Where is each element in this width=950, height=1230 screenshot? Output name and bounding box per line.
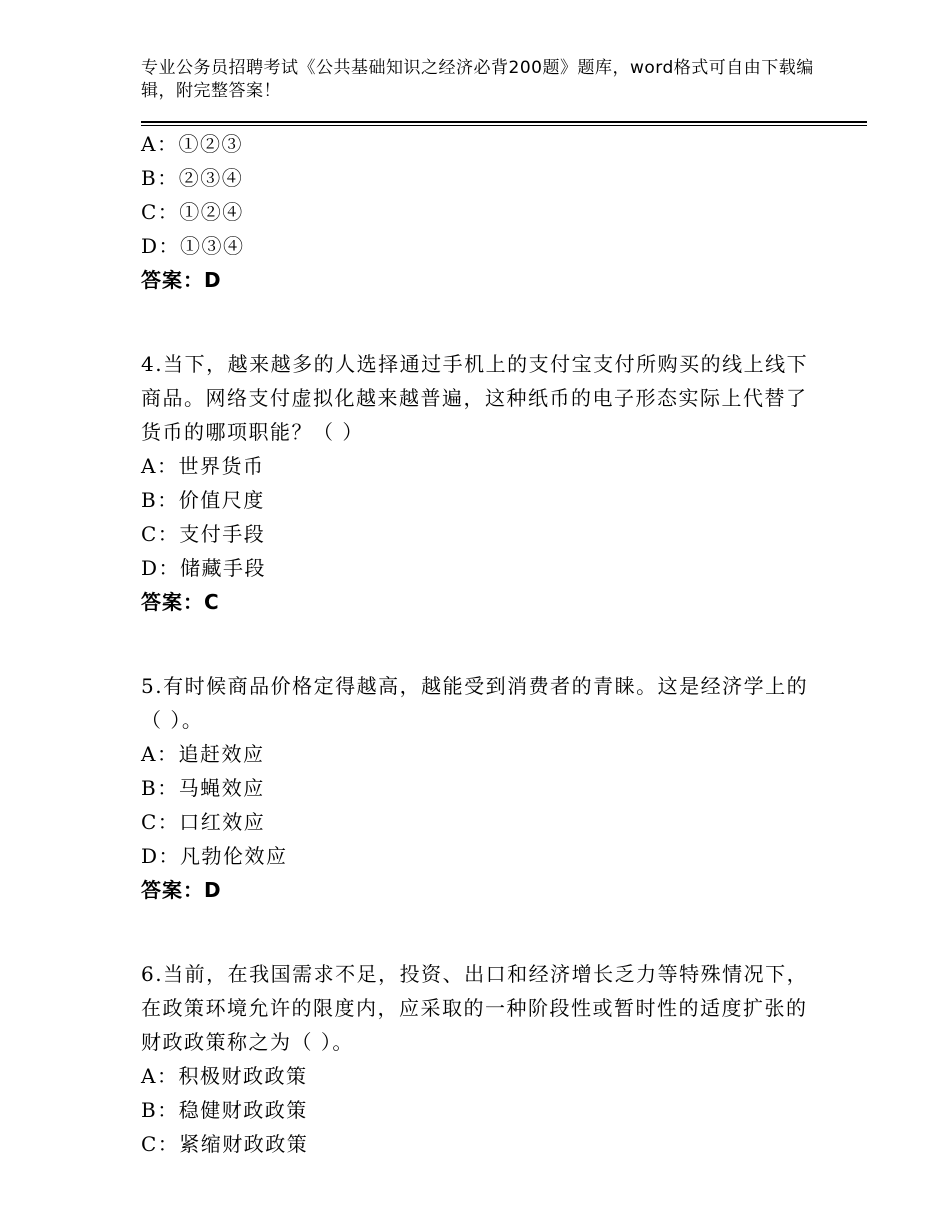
- question-6-block: [141, 957, 821, 1161]
- answer-label: 答案：C: [141, 590, 220, 614]
- option-d: D：凡勃伦效应: [141, 844, 288, 868]
- document-header: 专业公务员招聘考试《公共基础知识之经济必背200题》题库，word格式可自由下载编辑，附完整答案！: [141, 58, 814, 101]
- option-d: D：①③④: [141, 234, 245, 258]
- question-4-block: [141, 347, 821, 619]
- option-c: C：紧缩财政政策: [141, 1132, 309, 1156]
- option-a: A：世界货币: [141, 454, 265, 478]
- option-b: B：马蝇效应: [141, 776, 265, 800]
- option-b: B：稳健财政政策: [141, 1098, 308, 1122]
- option-c: C：①②④: [141, 200, 244, 224]
- question-3-block: [141, 127, 821, 297]
- answer-label: 答案：D: [141, 268, 222, 292]
- option-b: B：价值尺度: [141, 488, 265, 512]
- answer-label: 答案：D: [141, 878, 222, 902]
- question-5-block: [141, 669, 821, 907]
- option-a: A：追赶效应: [141, 742, 265, 766]
- header-rule-thick: [141, 121, 867, 123]
- question-stem: 4.当下，越来越多的人选择通过手机上的支付宝支付所购买的线上线下商品。网络支付虚拟化越来越普遍，这种纸币的电子形态实际上代替了货币的哪项职能？（ ）: [141, 352, 809, 444]
- option-b: B：②③④: [141, 166, 244, 190]
- option-c: C：支付手段: [141, 522, 266, 546]
- question-list: [141, 127, 821, 1161]
- option-a: A：积极财政政策: [141, 1064, 308, 1088]
- question-stem: 6.当前，在我国需求不足，投资、出口和经济增长乏力等特殊情况下，在政策环境允许的限度内，应采取的一种阶段性或暂时性的适度扩张的财政政策称之为（ ）。: [141, 962, 809, 1054]
- question-stem: 5.有时候商品价格定得越高，越能受到消费者的青睐。这是经济学上的（ ）。: [141, 674, 809, 732]
- option-d: D：储藏手段: [141, 556, 267, 580]
- option-c: C：口红效应: [141, 810, 266, 834]
- header-rule-thin: [141, 125, 867, 126]
- option-a: A：①②③: [141, 132, 243, 156]
